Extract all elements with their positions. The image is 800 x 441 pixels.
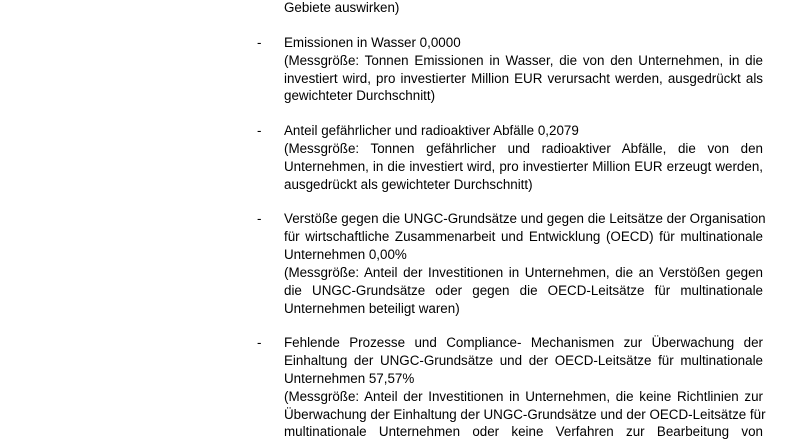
list-item-line: ausgedrückt als gewichteter Durchschnitt) (284, 177, 533, 192)
list-item-line: Unternehmen beteiligt waren) (284, 301, 460, 316)
list-item-line: gewichteter Durchschnitt) (284, 88, 436, 103)
list-item-line: die UNGC-Grundsätze oder gegen die OECD-Leitsätze für multinationale (284, 283, 763, 298)
list-bullet: - (257, 335, 262, 350)
lead-fragment: Gebiete auswirken) (284, 0, 400, 15)
list-item-title: Verstöße gegen die UNGC-Grundsätze und gegen die Leitsätze der Organisation (284, 211, 766, 226)
list-item-line: (Messgröße: Tonnen Emissionen in Wasser, die von den Unternehmen, in die (284, 53, 763, 68)
list-item-title: Anteil gefährlicher und radioaktiver Abfälle 0,2079 (284, 123, 579, 138)
list-item-line: Überwachung der Einhaltung der UNGC-Grundsätze und der OECD-Leitsätze für (284, 407, 766, 422)
list-item-line: investiert wird, pro investierter Million EUR verursacht werden, ausgedrückt als (284, 71, 763, 86)
list-item-line: Unternehmen 57,57% (284, 371, 415, 386)
list-item-line: (Messgröße: Anteil der Investitionen in Unternehmen, die keine Richtlinien zur (284, 389, 763, 404)
list-item-line: (Messgröße: Tonnen gefährlicher und radioaktiver Abfälle, die von den (284, 141, 763, 156)
list-item-title: Fehlende Prozesse und Compliance- Mechanismen zur Überwachung der (284, 335, 763, 350)
list-bullet: - (257, 35, 262, 50)
list-item-line: Unternehmen, in die investiert wird, pro investierter Million EUR erzeugt werden, (284, 159, 763, 174)
list-item-line: multinationale Unternehmen oder keine Verfahren zur Bearbeitung von (284, 424, 763, 439)
list-item-line: Unternehmen 0,00% (284, 247, 407, 262)
list-item-line: Einhaltung der UNGC-Grundsätze und der OECD-Leitsätze für multinationale (284, 353, 763, 368)
list-item-line: für wirtschaftliche Zusammenarbeit und Entwicklung (OECD) für multinationale (284, 229, 763, 244)
list-item-line: (Messgröße: Anteil der Investitionen in Unternehmen, die an Verstößen gegen (284, 265, 763, 280)
list-item-title: Emissionen in Wasser 0,0000 (284, 35, 461, 50)
list-bullet: - (257, 123, 262, 138)
list-bullet: - (257, 211, 262, 226)
